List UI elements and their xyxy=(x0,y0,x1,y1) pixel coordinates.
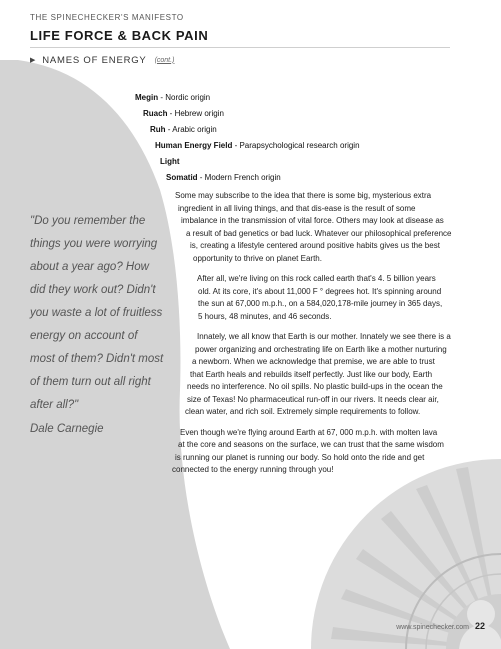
paragraph-1: Some may subscribe to the idea that there is some big, mysterious extra ingredient in all living things, and that dis-ease is the result of some imbalance in the transmission of vital force. Others may look at disease as a result of bad genetics or bad luck. Whatever our philosophical preference is, creating a lifestyle centered around positive habits gives us the best opportunity to thrive on planet Earth. xyxy=(175,191,452,263)
paragraph-3: Innately, we all know that Earth is our mother. Innately we see there is a power organizing and orchestrating life on Earth like a mother nurturing a newborn. When we acknowledge that premise, we are able to trust that Earth heals and rebuilds itself perfectly. Just like our body, Earth needs no interference. No oil spills. No plastic build-ups in the ocean the size of Texas! No pharmaceutical run-off in our rivers. It needs clear air, clean water, and rich soil. Extremely simple requirements to follow. xyxy=(185,332,451,416)
energy-name-item: Megin - Nordic origin xyxy=(135,93,211,102)
pull-quote: "Do you remember the things you were worrying about a year ago? How did they work out? Didn't you waste a lot of fruitless energy on account of most of them? Didn't most of them turn out all right after all?" xyxy=(30,215,164,411)
section-heading xyxy=(30,53,174,67)
energy-name-item: Ruh - Arabic origin xyxy=(150,125,217,134)
page-number: 22 xyxy=(474,621,485,631)
footer-url: www.spinechecker.com xyxy=(396,624,469,631)
energy-name-item: Human Energy Field - Parapsychological research origin xyxy=(155,141,360,150)
paragraph-4: Even though we're flying around Earth at 67, 000 m.p.h. with molten lava at the core and seasons on the surface, we can trust that the same wisdom is running our planet is running our body. So hold onto the ride and get connected to the energy running through you! xyxy=(172,427,444,474)
triangle-bullet-icon: ▶ xyxy=(30,57,37,64)
energy-name-item: Somatid - Modern French origin xyxy=(166,173,281,182)
energy-name-item: Ruach - Hebrew origin xyxy=(143,109,224,118)
section-continued-label: (cont.) xyxy=(154,56,175,64)
section-title: NAMES OF ENERGY xyxy=(42,54,147,66)
paragraph-2: After all, we're living on this rock called earth that's 4. 5 billion years old. At its core, it's about 11,000 F ° degrees hot. It's spinning around the sun at 67,000 m.p.h., on a 584,020,178-mile journey in 365 days, 5 hours, 48 minutes, and 46 seconds. xyxy=(197,274,443,321)
page-footer xyxy=(396,621,485,631)
title-divider xyxy=(30,47,450,48)
energy-name-item: Light xyxy=(160,157,180,166)
body-text xyxy=(170,190,470,485)
running-head: THE SPINECHECKER'S MANIFESTO xyxy=(30,13,184,22)
page-title: LIFE FORCE & BACK PAIN xyxy=(30,28,209,43)
quote-author: Dale Carnegie xyxy=(30,423,104,435)
